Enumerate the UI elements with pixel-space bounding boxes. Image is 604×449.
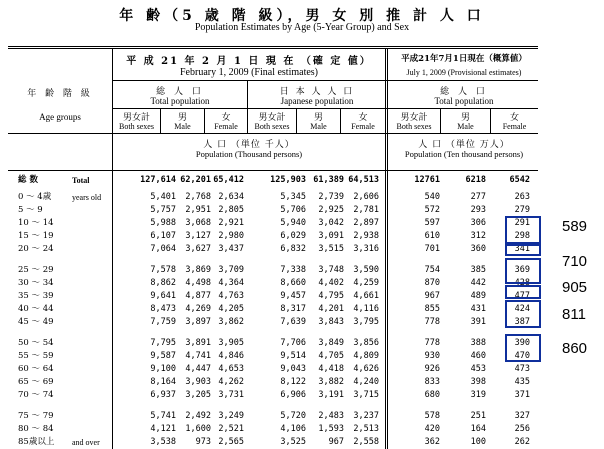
table-cell: 125,903: [270, 175, 306, 185]
table-cell: 1,593: [318, 424, 344, 434]
table-cell: 778: [424, 338, 440, 348]
table-cell: 1,600: [185, 424, 211, 434]
table-cell: 3,856: [353, 338, 379, 348]
table-cell: 431: [470, 304, 486, 314]
age-group-label: 35 ～ 39: [18, 291, 54, 301]
table-cell: 4,418: [318, 364, 344, 374]
table-cell: 3,316: [353, 244, 379, 254]
table-cell: 754: [424, 265, 440, 275]
table-cell: 3,525: [280, 437, 306, 447]
table-cell: 5,741: [150, 411, 176, 421]
header-rule: [112, 108, 538, 109]
age-group-label-en: Total: [72, 176, 90, 185]
table-cell: 578: [424, 411, 440, 421]
table-row: [0, 424, 604, 435]
block2-title: 平成21年7月1日現在（概算値）: [401, 54, 527, 64]
table-cell: 390: [514, 338, 530, 348]
table-cell: 5,401: [150, 192, 176, 202]
male-label-en: Male: [310, 122, 327, 131]
both-sexes-label-en: Both sexes: [119, 122, 154, 131]
table-cell: 473: [514, 364, 530, 374]
age-group-label: 45 ～ 49: [18, 317, 54, 327]
table-row: [0, 390, 604, 401]
table-cell: 127,614: [140, 175, 176, 185]
female-label-en: Female: [351, 122, 375, 131]
table-cell: 3,849: [318, 338, 344, 348]
table-cell: 2,921: [218, 218, 244, 228]
header-rule: [112, 80, 538, 81]
table-cell: 2,805: [218, 205, 244, 215]
table-cell: 435: [514, 377, 530, 387]
table-cell: 388: [470, 338, 486, 348]
table-cell: 930: [424, 351, 440, 361]
table-cell: 398: [470, 377, 486, 387]
age-group-label: 60 ～ 64: [18, 364, 54, 374]
table-cell: 2,558: [353, 437, 379, 447]
block1-subtitle: February 1, 2009 (Final estimates): [179, 67, 319, 78]
age-group-label: 30 ～ 34: [18, 278, 54, 288]
table-cell: 262: [514, 437, 530, 447]
table-cell: 4,795: [318, 291, 344, 301]
table-cell: 387: [514, 317, 530, 327]
table-cell: 4,741: [185, 351, 211, 361]
table-cell: 64,513: [348, 175, 379, 185]
table-cell: 7,639: [280, 317, 306, 327]
table-cell: 3,709: [218, 265, 244, 275]
table-cell: 12761: [414, 175, 440, 185]
table-cell: 2,980: [218, 231, 244, 241]
table-cell: 4,626: [353, 364, 379, 374]
table-cell: 3,191: [318, 390, 344, 400]
age-group-label: 85歳以上: [18, 437, 55, 447]
age-group-label: 70 ～ 74: [18, 390, 54, 400]
table-cell: 6,937: [150, 390, 176, 400]
male-label: 男: [460, 113, 470, 123]
table-cell: 2,565: [218, 437, 244, 447]
age-group-label: 80 ～ 84: [18, 424, 54, 434]
table-cell: 3,882: [318, 377, 344, 387]
table-cell: 4,846: [218, 351, 244, 361]
table-cell: 9,043: [280, 364, 306, 374]
age-groups-label-en: Age groups: [39, 112, 81, 122]
table-cell: 6,107: [150, 231, 176, 241]
table-row: [0, 205, 604, 216]
table-top-rule: [8, 46, 538, 49]
annotation-sum: 905: [562, 279, 588, 296]
table-cell: 3,903: [185, 377, 211, 387]
table-cell: 428: [514, 278, 530, 288]
table-cell: 312: [470, 231, 486, 241]
total-pop-label-jp: 総 人 口: [156, 87, 204, 97]
male-label: 男: [177, 113, 187, 123]
table-cell: 3,205: [185, 390, 211, 400]
table-cell: 3,237: [353, 411, 379, 421]
age-group-label-en: and over: [72, 438, 100, 447]
table-cell: 5,706: [280, 205, 306, 215]
table-cell: 298: [514, 231, 530, 241]
table-cell: 778: [424, 317, 440, 327]
age-group-label: 40 ～ 44: [18, 304, 54, 314]
table-cell: 477: [514, 291, 530, 301]
table-cell: 4,705: [318, 351, 344, 361]
table-cell: 263: [514, 192, 530, 202]
table-cell: 2,492: [185, 411, 211, 421]
age-groups-label-jp: 年 齢 階 級: [27, 89, 93, 99]
table-cell: 2,951: [185, 205, 211, 215]
table-cell: 2,521: [218, 424, 244, 434]
both-sexes-label: 男女計: [400, 113, 428, 123]
table-cell: 9,457: [280, 291, 306, 301]
female-label: 女: [358, 113, 368, 123]
table-cell: 4,661: [353, 291, 379, 301]
table-cell: 597: [424, 218, 440, 228]
table-cell: 369: [514, 265, 530, 275]
table-cell: 4,877: [185, 291, 211, 301]
table-cell: 420: [424, 424, 440, 434]
table-cell: 256: [514, 424, 530, 434]
age-group-label: 50 ～ 54: [18, 338, 54, 348]
table-cell: 610: [424, 231, 440, 241]
table-cell: 870: [424, 278, 440, 288]
table-cell: 2,897: [353, 218, 379, 228]
age-group-label: 15 ～ 19: [18, 231, 54, 241]
total-pop2-label-jp: 総 人 口: [440, 87, 488, 97]
table-cell: 3,843: [318, 317, 344, 327]
table-cell: 3,869: [185, 265, 211, 275]
table-cell: 4,364: [218, 278, 244, 288]
female-label: 女: [221, 113, 231, 123]
table-cell: 385: [470, 265, 486, 275]
table-cell: 3,891: [185, 338, 211, 348]
table-cell: 572: [424, 205, 440, 215]
table-cell: 540: [424, 192, 440, 202]
table-cell: 100: [470, 437, 486, 447]
table-cell: 8,122: [280, 377, 306, 387]
annotation-sum: 860: [562, 340, 588, 357]
unit2-label-en: Population (Ten thousand persons): [404, 149, 524, 159]
female-label-en: Female: [502, 122, 527, 131]
table-cell: 4,447: [185, 364, 211, 374]
total-pop2-label-en: Total population: [434, 96, 494, 106]
table-cell: 6,029: [280, 231, 306, 241]
age-group-label: 10 ～ 14: [18, 218, 54, 228]
table-cell: 2,606: [353, 192, 379, 202]
table-cell: 5,345: [280, 192, 306, 202]
table-cell: 3,862: [218, 317, 244, 327]
table-cell: 2,739: [318, 192, 344, 202]
table-cell: 3,249: [218, 411, 244, 421]
table-cell: 3,748: [318, 265, 344, 275]
table-cell: 3,590: [353, 265, 379, 275]
table-cell: 442: [470, 278, 486, 288]
both-sexes-label: 男女計: [258, 113, 286, 123]
highlight-box: [505, 285, 541, 299]
table-cell: 967: [328, 437, 344, 447]
table-cell: 319: [470, 390, 486, 400]
table-cell: 5,757: [150, 205, 176, 215]
table-cell: 4,121: [150, 424, 176, 434]
table-cell: 3,515: [318, 244, 344, 254]
table-cell: 4,269: [185, 304, 211, 314]
table-cell: 2,634: [218, 192, 244, 202]
age-group-label: 55 ～ 59: [18, 351, 54, 361]
table-cell: 279: [514, 205, 530, 215]
table-cell: 3,731: [218, 390, 244, 400]
table-cell: 62,201: [180, 175, 211, 185]
table-row: [0, 377, 604, 388]
table-cell: 6542: [509, 175, 530, 185]
table-cell: 4,262: [218, 377, 244, 387]
male-label-en: Male: [457, 122, 474, 131]
table-cell: 3,127: [185, 231, 211, 241]
unit2-label-jp: 人 口 （単位 万人）: [418, 140, 510, 150]
annotation-sum: 589: [562, 218, 588, 235]
table-cell: 9,100: [150, 364, 176, 374]
table-cell: 967: [424, 291, 440, 301]
table-cell: 4,116: [353, 304, 379, 314]
table-cell: 3,042: [318, 218, 344, 228]
table-cell: 5,720: [280, 411, 306, 421]
annotation-sum: 710: [562, 253, 588, 270]
page-title: 年 齢（5 歳 階 級），男 女 別 推 計 人 口: [119, 8, 485, 24]
table-cell: 4,763: [218, 291, 244, 301]
table-cell: 291: [514, 218, 530, 228]
age-group-label: 20 ～ 24: [18, 244, 54, 254]
age-group-label-en: years old: [72, 193, 102, 202]
table-cell: 8,660: [280, 278, 306, 288]
table-cell: 973: [195, 437, 211, 447]
both-sexes-label: 男女計: [122, 113, 150, 123]
age-group-label: 0 ～ 4歳: [18, 192, 52, 202]
table-cell: 164: [470, 424, 486, 434]
highlight-box: [505, 334, 541, 362]
table-cell: 453: [470, 364, 486, 374]
table-cell: 277: [470, 192, 486, 202]
table-cell: 341: [514, 244, 530, 254]
table-cell: 7,578: [150, 265, 176, 275]
table-cell: 3,905: [218, 338, 244, 348]
male-label: 男: [313, 113, 323, 123]
table-cell: 7,064: [150, 244, 176, 254]
table-cell: 4,809: [353, 351, 379, 361]
header-rule: [8, 133, 538, 134]
table-cell: 9,514: [280, 351, 306, 361]
both-sexes-label-en: Both sexes: [254, 122, 290, 131]
table-cell: 7,338: [280, 265, 306, 275]
table-cell: 9,587: [150, 351, 176, 361]
highlight-box: [505, 258, 541, 284]
table-cell: 5,988: [150, 218, 176, 228]
section-rule: [8, 170, 538, 171]
table-cell: 2,483: [318, 411, 344, 421]
table-cell: 293: [470, 205, 486, 215]
table-cell: 7,759: [150, 317, 176, 327]
male-label-en: Male: [174, 122, 191, 131]
table-cell: 424: [514, 304, 530, 314]
table-row: [0, 175, 604, 186]
table-cell: 2,925: [318, 205, 344, 215]
table-cell: 3,068: [185, 218, 211, 228]
table-cell: 4,240: [353, 377, 379, 387]
table-cell: 306: [470, 218, 486, 228]
table-cell: 8,317: [280, 304, 306, 314]
table-cell: 6,906: [280, 390, 306, 400]
table-cell: 6218: [465, 175, 486, 185]
jp-pop-label-en: Japanese population: [280, 96, 354, 106]
table-cell: 833: [424, 377, 440, 387]
table-row: [0, 411, 604, 422]
table-cell: 2,768: [185, 192, 211, 202]
unit1-label-jp: 人 口 （単位 千人）: [203, 140, 295, 150]
table-cell: 855: [424, 304, 440, 314]
table-cell: 7,795: [150, 338, 176, 348]
table-cell: 2,781: [353, 205, 379, 215]
table-cell: 3,538: [150, 437, 176, 447]
table-cell: 2,513: [353, 424, 379, 434]
table-cell: 360: [470, 244, 486, 254]
both-sexes-label-en: Both sexes: [396, 122, 432, 131]
block1-title: 平 成 21 年 2 月 1 日 現 在 （確 定 値）: [126, 56, 372, 67]
age-group-label: 75 ～ 79: [18, 411, 54, 421]
table-cell: 3,437: [218, 244, 244, 254]
page-subtitle: Population Estimates by Age (5-Year Group) and Sex: [194, 22, 410, 33]
highlight-box: [505, 216, 541, 244]
highlight-box: [505, 244, 541, 256]
table-cell: 926: [424, 364, 440, 374]
table-cell: 3,091: [318, 231, 344, 241]
table-cell: 4,201: [318, 304, 344, 314]
table-cell: 3,715: [353, 390, 379, 400]
table-cell: 4,498: [185, 278, 211, 288]
table-cell: 8,164: [150, 377, 176, 387]
annotation-sum: 811: [562, 306, 586, 323]
table-cell: 3,627: [185, 244, 211, 254]
table-cell: 61,389: [313, 175, 344, 185]
table-row: [0, 364, 604, 375]
table-cell: 251: [470, 411, 486, 421]
table-cell: 391: [470, 317, 486, 327]
unit1-label-en: Population (Thousand persons): [195, 149, 303, 159]
table-cell: 680: [424, 390, 440, 400]
table-cell: 3,795: [353, 317, 379, 327]
table-cell: 4,205: [218, 304, 244, 314]
table-cell: 7,706: [280, 338, 306, 348]
table-cell: 470: [514, 351, 530, 361]
table-cell: 362: [424, 437, 440, 447]
jp-pop-label-jp: 日 本 人 人 口: [279, 87, 355, 97]
table-cell: 2,938: [353, 231, 379, 241]
table-cell: 460: [470, 351, 486, 361]
table-cell: 8,473: [150, 304, 176, 314]
age-group-label: 65 ～ 69: [18, 377, 54, 387]
female-label: 女: [509, 113, 519, 123]
table-cell: 5,940: [280, 218, 306, 228]
table-cell: 6,832: [280, 244, 306, 254]
table-cell: 371: [514, 390, 530, 400]
table-cell: 489: [470, 291, 486, 301]
table-cell: 4,402: [318, 278, 344, 288]
female-label-en: Female: [214, 122, 238, 131]
table-cell: 65,412: [213, 175, 244, 185]
age-group-label: 総 数: [18, 175, 38, 185]
table-cell: 4,106: [280, 424, 306, 434]
table-cell: 9,641: [150, 291, 176, 301]
table-row: [0, 437, 604, 448]
table-cell: 4,653: [218, 364, 244, 374]
table-cell: 3,897: [185, 317, 211, 327]
total-pop-label-en: Total population: [150, 96, 210, 106]
block2-subtitle: July 1, 2009 (Provisional estimates): [406, 68, 522, 77]
table-cell: 8,862: [150, 278, 176, 288]
table-cell: 701: [424, 244, 440, 254]
age-group-label: 25 ～ 29: [18, 265, 54, 275]
table-cell: 4,259: [353, 278, 379, 288]
table-row: [0, 192, 604, 203]
age-group-label: 5 ～ 9: [18, 205, 43, 215]
highlight-box: [505, 300, 541, 328]
table-cell: 327: [514, 411, 530, 421]
